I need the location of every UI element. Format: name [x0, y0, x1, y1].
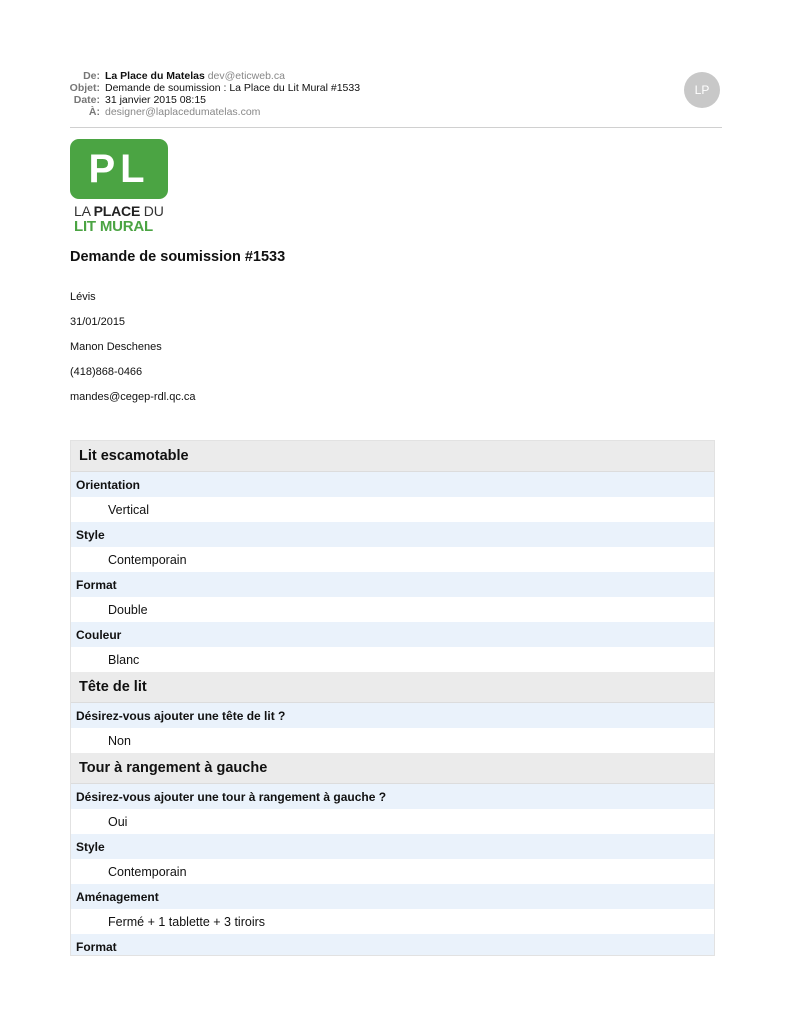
subject-row	[54, 82, 722, 94]
answer-orientation: Vertical	[71, 497, 714, 522]
date-value: 31 janvier 2015 08:15	[105, 94, 206, 106]
email-header	[54, 70, 722, 118]
from-label: De:	[83, 70, 100, 82]
answer-style: Contemporain	[71, 547, 714, 572]
from-row	[54, 70, 722, 82]
to-row	[54, 106, 722, 118]
info-city: Lévis	[70, 291, 96, 303]
date-row	[54, 94, 722, 106]
answer-amenagement: Fermé + 1 tablette + 3 tiroirs	[71, 909, 714, 934]
header-divider	[70, 127, 722, 128]
to-label: À:	[88, 106, 100, 118]
question-amenagement: Aménagement	[71, 884, 714, 909]
avatar: LP	[684, 72, 720, 108]
info-date: 31/01/2015	[70, 316, 126, 328]
date-label: Date:	[73, 94, 100, 106]
answer-tour-rangement: Oui	[71, 809, 714, 834]
answer-tour-style: Contemporain	[71, 859, 714, 884]
answer-couleur: Blanc	[71, 647, 714, 672]
question-orientation: Orientation	[71, 472, 714, 497]
subject-value: Demande de soumission : La Place du Lit Mural #1533	[105, 82, 361, 94]
logo-mark: PL	[70, 139, 168, 199]
subject-label: Objet:	[69, 82, 100, 94]
quote-table	[70, 440, 715, 956]
info-name: Manon Deschenes	[70, 341, 162, 353]
question-format: Format	[71, 572, 714, 597]
question-style: Style	[71, 522, 714, 547]
question-couleur: Couleur	[71, 622, 714, 647]
answer-format: Double	[71, 597, 714, 622]
answer-tete-de-lit: Non	[71, 728, 714, 753]
recipient-email[interactable]: designer@laplacedumatelas.com	[105, 106, 261, 118]
logo-text-line2: LIT MURAL	[74, 218, 154, 235]
section-tour-rangement: Tour à rangement à gauche	[71, 753, 714, 784]
info-email[interactable]: mandes@cegep-rdl.qc.ca	[70, 391, 196, 403]
logo-text-line1: LA PLACE DU	[74, 203, 164, 219]
info-phone: (418)868-0466	[70, 366, 143, 378]
sender-name[interactable]: La Place du Matelas	[105, 70, 205, 82]
section-tete-de-lit: Tête de lit	[71, 672, 714, 703]
question-tete-de-lit: Désirez-vous ajouter une tête de lit ?	[71, 703, 714, 728]
page-title: Demande de soumission #1533	[70, 249, 286, 265]
question-tour-rangement: Désirez-vous ajouter une tour à rangement à gauche ?	[71, 784, 714, 809]
section-lit-escamotable: Lit escamotable	[71, 441, 714, 472]
sender-email[interactable]: dev@eticweb.ca	[207, 70, 285, 82]
question-tour-style: Style	[71, 834, 714, 859]
question-tour-format: Format	[71, 934, 714, 956]
